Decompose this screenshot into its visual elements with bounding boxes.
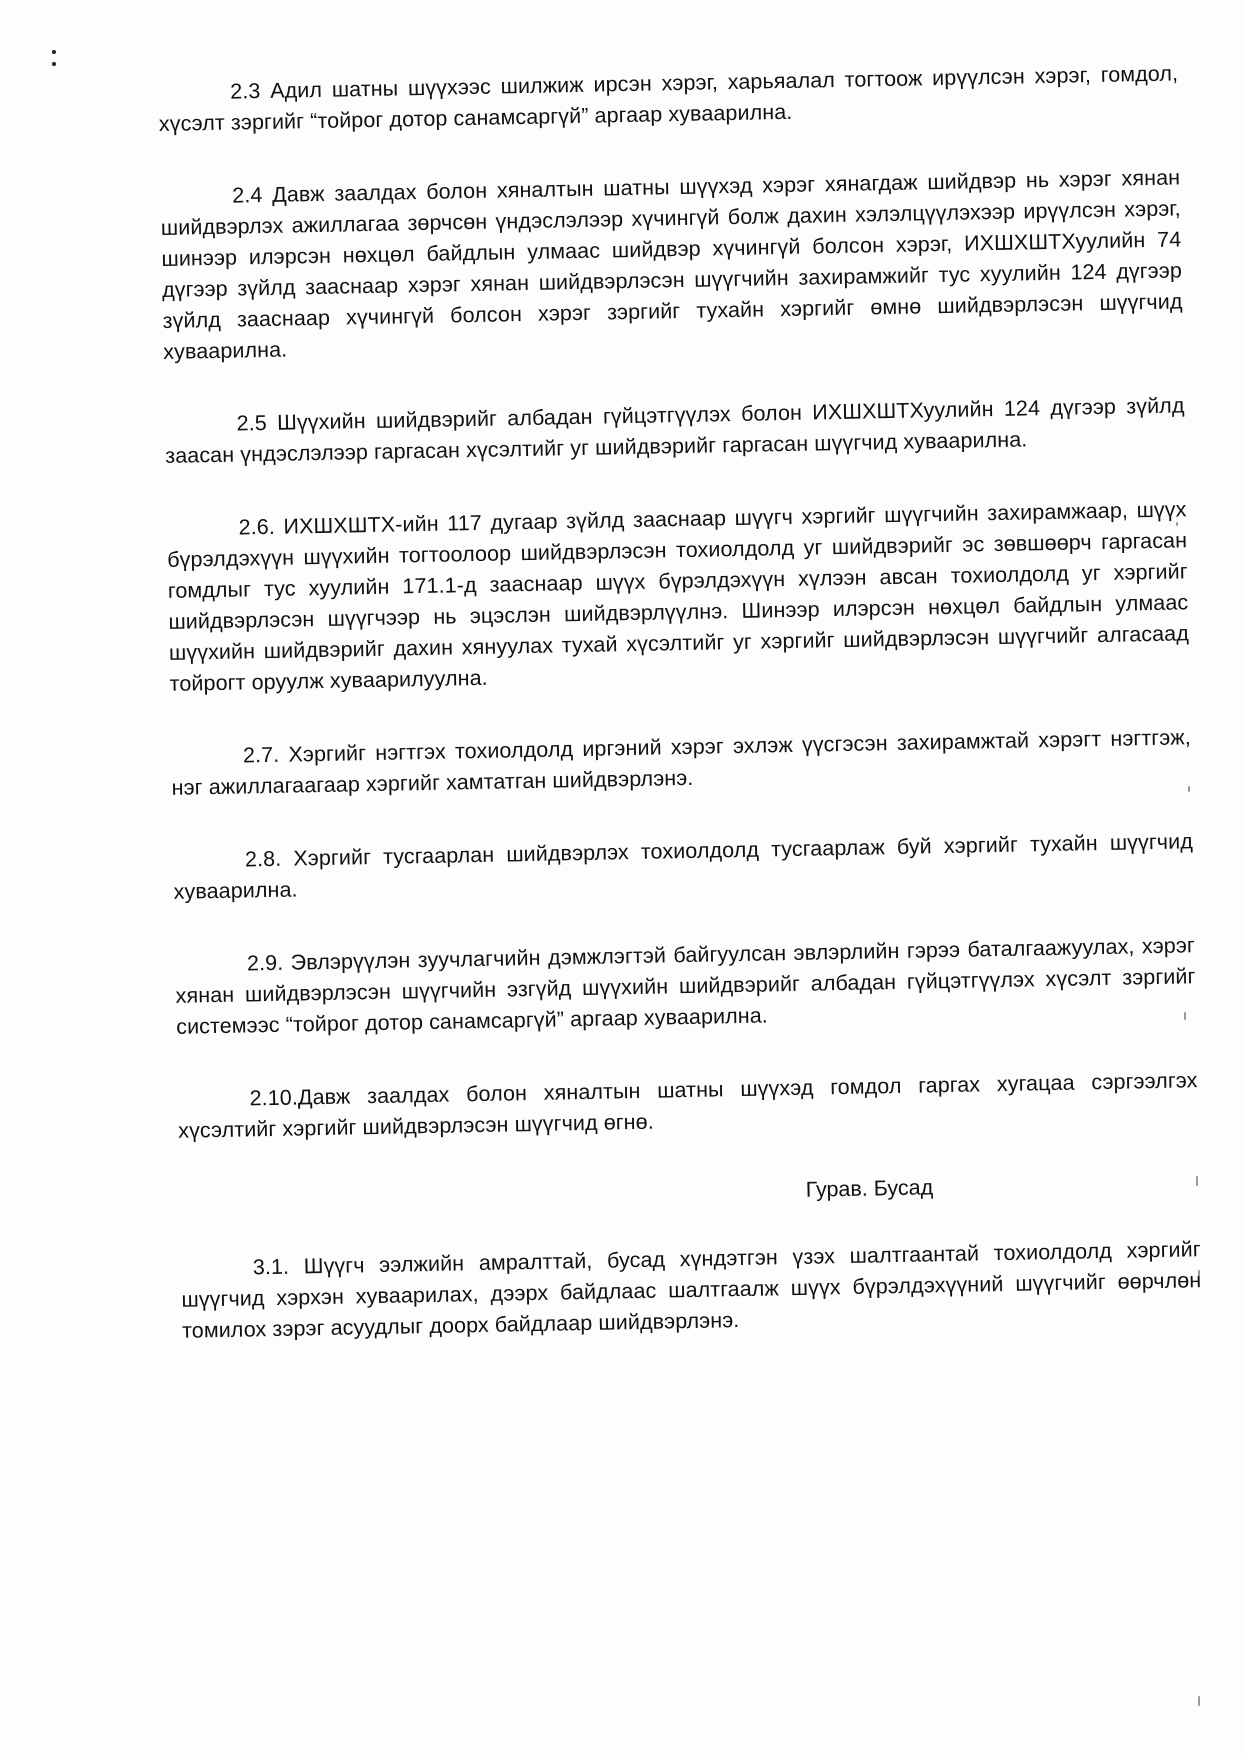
section-heading: Гурав. Бусад [805, 1175, 934, 1202]
paragraph-2-5: 2.5 Шүүхийн шийдвэрийг албадан гүйцэтгүүлэх болон ИХШХШТХуулийн 124 дүгээр зүйлд заасан үндэслэлээр гаргасан хүсэлтийг уг шийдвэрийг гаргасан шүүгчид хуваарилна. [165, 393, 1185, 468]
paragraph-2-4: 2.4 Давж заалдах болон хяналтын шатны шүүхэд хэрэг хянагдаж шийдвэр нь хэрэг хянан шийдвэрлэх ажиллагаа зөрчсөн үндэслэлээр хүчингүй болж дахин хэлэлцүүлэхээр ирүүлсэн хэрэг, шинээр илэрсэн нөхцөл байдлын улмаас шийдвэр хүчингүй болсон хэрэг, ИХШХШТХуулийн 74 дүгээр зүйлд зааснаар хэрэг хянан шийдвэрлэсэн шүүгчийн захирамжийг тус хуулийн 124 дүгээр зүйлд зааснаар хүчингүй болсон хэрэг зэргийг тухайн хэргийг өмнө шийдвэрлэсэн шүүгчид хуваарилна. [160, 165, 1183, 364]
paragraph-2-9: 2.9. Эвлэрүүлэн зуучлагчийн дэмжлэгтэй байгуулсан эвлэрлийн гэрээ баталгаажуулах, хэрэг хянан шийдвэрлэсэн шүүгчийн эзгүйд шүүхийн шийдвэрийг албадан гүйцэтгүүлэх хүсэлт зэргийг системээс “тойрог дотор санамсаргүй” аргаар хуваарилна. [175, 933, 1196, 1039]
scan-speck [1198, 1696, 1200, 1706]
paragraph-2-6: 2.6. ИХШХШТХ-ийн 117 дугаар зүйлд зааснаар шүүгч хэргийг шүүгчийн захирамжаар, шүүх бүрэлдэхүүн шүүхийн тогтоолоор шийдвэрлэсэн тохиолдолд уг шийдвэрийг эс зөвшөөрч гаргасан гомдлыг тус хуулийн 171.1-д зааснаар шүүх бүрэлдэхүүн хүлээн авсан тохиолдолд уг хэргийг шийдвэрлэсэн шүүгчээр нь эцэслэн шийдвэрлүүлнэ. Шинээр илэрсэн нөхцөл байдлын улмаас шүүхийн шийдвэрийг дахин хянуулах тухай хүсэлтийг уг хэргийг шийдвэрлэсэн шүүгчийг алгасаад тойрогт оруулж хуваарилуулна. [167, 497, 1190, 696]
document-body [158, 58, 1203, 1388]
scan-mark [52, 62, 56, 66]
paragraph-2-8: 2.8. Хэргийг тусгаарлан шийдвэрлэх тохиолдолд тусгаарлаж буй хэргийг тухайн шүүгчид хуваарилна. [173, 829, 1194, 904]
paragraph-2-7: 2.7. Хэргийг нэгтгэх тохиолдолд иргэний хэрэг эхлэж үүсгэсэн захирамжтай хэрэгт нэгтгэж, нэг ажиллагаагаар хэргийг хамтатган шийдвэрлэнэ. [171, 725, 1192, 800]
paragraph-3-1: 3.1. Шүүгч ээлжийн амралттай, бусад хүндэтгэн үзэх шалтгаантай тохиолдолд хэргийг шүүгчид хэрхэн хуваарилах, дээрх байдлаас шалтгаалж шүүх бүрэлдэхүүний шүүгчийг өөрчлөн томилох зэрэг асуудлыг доорх байдлаар шийдвэрлэнэ. [181, 1237, 1202, 1343]
paragraph-2-3: 2.3 Адил шатны шүүхээс шилжиж ирсэн хэрэг, харьяалал тогтоож ирүүлсэн хэрэг, гомдол, хүсэлт зэргийг “тойрог дотор санамсаргүй” аргаар хуваарилна. [158, 61, 1179, 136]
scan-mark [52, 50, 56, 54]
paragraph-2-10: 2.10.Давж заалдах болон хяналтын шатны шүүхэд гомдол гаргах хугацаа сэргээлгэх хүсэлтийг хэргийг шийдвэрлэсэн шүүгчид өгнө. [177, 1068, 1198, 1143]
